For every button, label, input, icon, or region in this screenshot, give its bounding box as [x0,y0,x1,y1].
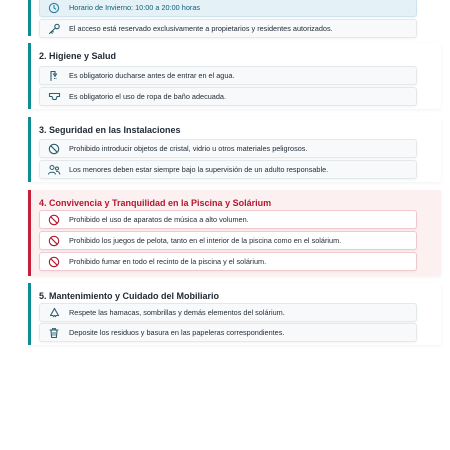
recycle-icon [46,306,62,319]
section-title: 4. Convivencia y Tranquilidad en la Piscina y Solárium [39,198,272,208]
prohibited-icon [46,213,62,226]
clock-icon [46,1,62,14]
rule-text: Prohibido el uso de aparatos de música a alto volumen. [69,215,249,224]
section-title: 3. Seguridad en las Instalaciones [39,125,181,135]
rule-item [39,160,417,179]
rule-schedule [39,0,417,17]
people-icon [46,163,62,176]
rule-item [39,303,417,322]
prohibited-icon [46,234,62,247]
section-safety [28,117,441,182]
trash-icon [46,326,62,339]
key-icon [46,22,62,35]
rule-text: Prohibido introducir objetos de cristal, vidrio u otros materiales peligrosos. [69,144,308,153]
prohibited-icon [46,255,62,268]
rule-item [39,66,417,85]
rule-item [39,231,417,250]
rule-item [39,323,417,342]
section-title: 2. Higiene y Salud [39,51,117,61]
rule-item [39,87,417,106]
rule-text: Respete las hamacas, sombrillas y demás elementos del solárium. [69,308,285,317]
rule-item [39,252,417,271]
rule-text: Prohibido los juegos de pelota, tanto en el interior de la piscina como en el solárium. [69,236,342,245]
section-title: 5. Mantenimiento y Cuidado del Mobiliario [39,291,220,301]
rule-text: Es obligatorio ducharse antes de entrar en el agua. [69,71,235,80]
rule-text: Es obligatorio el uso de ropa de baño adecuada. [69,92,227,101]
section-access [28,0,441,36]
rule-text: Prohibido fumar en todo el recinto de la piscina y el solárium. [69,257,267,266]
rule-text: Deposite los residuos y basura en las papeleras correspondientes. [69,328,285,337]
rule-text: Horario de Invierno: 10:00 a 20:00 horas [69,3,201,12]
prohibited-icon [46,142,62,155]
rule-text: Los menores deben estar siempre bajo la supervisión de un adulto responsable. [69,165,329,174]
rule-text: El acceso está reservado exclusivamente a propietarios y residentes autorizados. [69,24,333,33]
section-maintenance [28,283,441,345]
rule-access [39,19,417,38]
rule-item [39,210,417,229]
section-hygiene [28,43,441,109]
rule-item [39,139,417,158]
shower-icon [46,69,62,82]
section-coexistence [28,190,441,276]
swimwear-icon [46,90,62,103]
